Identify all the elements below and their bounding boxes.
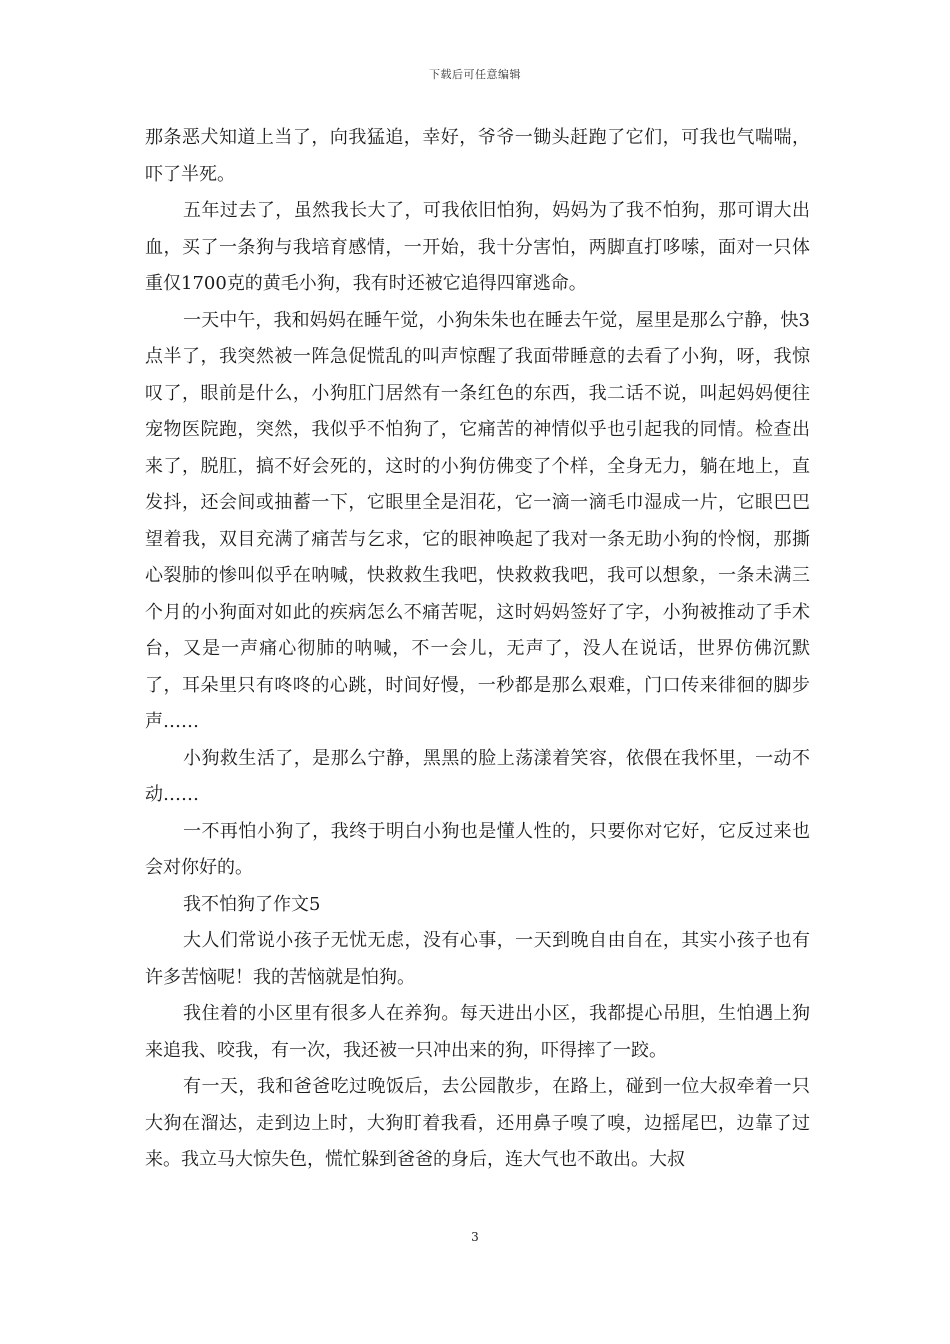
paragraph: 一不再怕小狗了，我终于明白小狗也是懂人性的，只要你对它好，它反过来也会对你好的。 (145, 820, 810, 878)
paragraph: 小狗救生活了，是那么宁静，黑黑的脸上荡漾着笑容，依偎在我怀里，一动不动…… (145, 747, 810, 805)
paragraph: 有一天，我和爸爸吃过晚饭后，去公园散步，在路上，碰到一位大叔牵着一只大狗在溜达，走到边上时，大狗盯着我看，还用鼻子嗅了嗅，边摇尾巴，边靠了过来。我立马大惊失色，慌忙躲到爸爸的身后，连大气也不敢出。大叔 (145, 1076, 810, 1170)
document-body (145, 120, 810, 1179)
paragraph-continuation: 那条恶犬知道上当了，向我猛追，幸好，爷爷一锄头赶跑了它们，可我也气喘喘，吓了半死。 (145, 127, 810, 185)
page-header: 下载后可任意编辑 (429, 68, 521, 81)
paragraph: 一天中午，我和妈妈在睡午觉，小狗朱朱也在睡去午觉，屋里是那么宁静，快3点半了，我突然被一阵急促慌乱的叫声惊醒了我面带睡意的去看了小狗，呀，我惊叹了，眼前是什么，小狗肛门居然有一条红色的东西，我二话不说，叫起妈妈便往宠物医院跑，突然，我似乎不怕狗了，它痛苦的神情似乎也引起我的同情。检查出来了，脱肛，搞不好会死的，这时的小狗仿佛变了个样，全身无力，躺在地上，直发抖，还会间或抽蓄一下，它眼里全是泪花，它一滴一滴毛巾湿成一片，它眼巴巴望着我，双目充满了痛苦与乞求，它的眼神唤起了我对一条无助小狗的怜悯，那撕心裂肺的惨叫似乎在呐喊，快救救生我吧，快救救我吧，我可以想象，一条未满三个月的小狗面对如此的疾病怎么不痛苦呢，这时妈妈签好了字，小狗被推动了手术台，又是一声痛心彻肺的呐喊，不一会儿，无声了，没人在说话，世界仿佛沉默了，耳朵里只有咚咚的心跳，时间好慢，一秒都是那么艰难，门口传来徘徊的脚步声…… (145, 309, 810, 732)
paragraph: 五年过去了，虽然我长大了，可我依旧怕狗，妈妈为了我不怕狗，那可谓大出血，买了一条狗与我培育感情，一开始，我十分害怕，两脚直打哆嗦，面对一只体重仅1700克的黄毛小狗，我有时还被它追得四窜逃命。 (145, 200, 810, 294)
paragraph: 我住着的小区里有很多人在养狗。每天进出小区，我都提心吊胆，生怕遇上狗来追我、咬我，有一次，我还被一只冲出来的狗，吓得摔了一跤。 (145, 1003, 810, 1061)
page-number: 3 (471, 1230, 479, 1244)
essay-title: 我不怕狗了作文5 (183, 893, 321, 915)
paragraph: 大人们常说小孩子无忧无虑，没有心事，一天到晚自由自在，其实小孩子也有许多苦恼呢！我的苦恼就是怕狗。 (145, 930, 810, 988)
